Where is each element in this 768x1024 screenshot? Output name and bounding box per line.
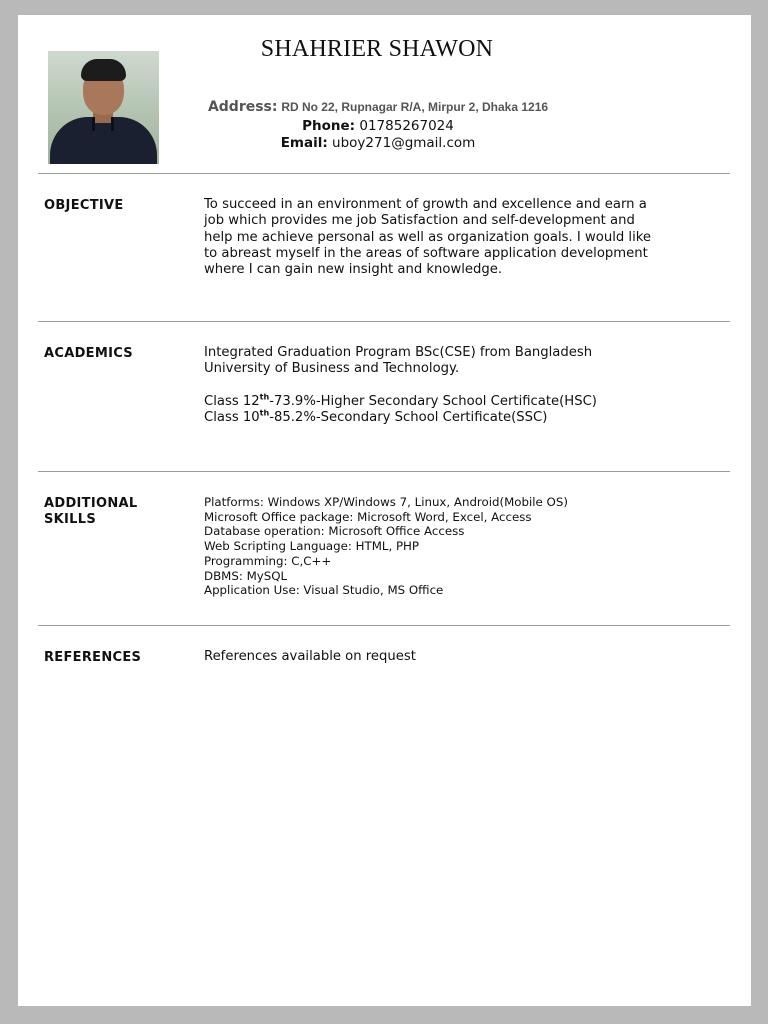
skills-heading-line1: ADDITIONAL bbox=[44, 496, 138, 511]
objective-paragraph: To succeed in an environment of growth and excellence and earn a job which provides me job Satisfaction and self-development and help me achieve personal as well as organization goals. I would like to abreast myself in the areas of software application development where I can gain new insight and knowledge. bbox=[204, 197, 652, 278]
academics-class10: Class 10th-85.2%-Secondary School Certificate(SSC) bbox=[204, 408, 548, 425]
phone-value: 01785267024 bbox=[359, 118, 454, 134]
academics-heading: ACADEMICS bbox=[44, 346, 133, 361]
list-item: Platforms: Windows XP/Windows 7, Linux, Android(Mobile OS) bbox=[204, 495, 568, 509]
skills-list bbox=[204, 495, 664, 598]
academics-text bbox=[204, 345, 644, 426]
list-item: Database operation: Microsoft Office Access bbox=[204, 524, 465, 539]
list-item: Web Scripting Language: HTML, PHP bbox=[204, 539, 420, 554]
photo-hair bbox=[81, 59, 126, 81]
candidate-name: SHAHRIER SHAWON bbox=[260, 36, 494, 62]
objective-text bbox=[204, 197, 654, 278]
divider bbox=[38, 321, 730, 322]
list-item: DBMS: MySQL bbox=[204, 568, 288, 583]
skills-heading bbox=[44, 496, 184, 528]
address-value: RD No 22, Rupnagar R/A, Mirpur 2, Dhaka 1216 bbox=[281, 100, 549, 114]
contact-address bbox=[138, 99, 618, 115]
phone-label: Phone: bbox=[302, 118, 356, 134]
academics-class12: Class 12th-73.9%-Higher Secondary School Certificate(HSC) bbox=[204, 392, 597, 409]
list-item: Microsoft Office package: Microsoft Word, Excel, Access bbox=[204, 509, 532, 524]
academics-degree: Integrated Graduation Program BSc(CSE) from Bangladesh University of Business and Technology. bbox=[204, 345, 593, 377]
contact-email bbox=[138, 135, 618, 151]
resume-page bbox=[18, 15, 751, 1006]
references-heading: REFERENCES bbox=[44, 650, 142, 665]
list-item: Application Use: Visual Studio, MS Office bbox=[204, 583, 444, 598]
references-text: References available on request bbox=[204, 649, 416, 664]
objective-heading: OBJECTIVE bbox=[44, 198, 124, 213]
address-label: Address: bbox=[207, 99, 278, 115]
photo-collar bbox=[92, 117, 114, 131]
email-label: Email: bbox=[280, 135, 328, 151]
email-value: uboy271@gmail.com bbox=[332, 135, 476, 151]
divider bbox=[38, 625, 730, 626]
list-item: Programming: C,C++ bbox=[204, 553, 332, 568]
skills-heading-line2: SKILLS bbox=[44, 512, 97, 527]
divider bbox=[38, 471, 730, 472]
divider bbox=[38, 173, 730, 174]
contact-phone bbox=[138, 118, 618, 134]
